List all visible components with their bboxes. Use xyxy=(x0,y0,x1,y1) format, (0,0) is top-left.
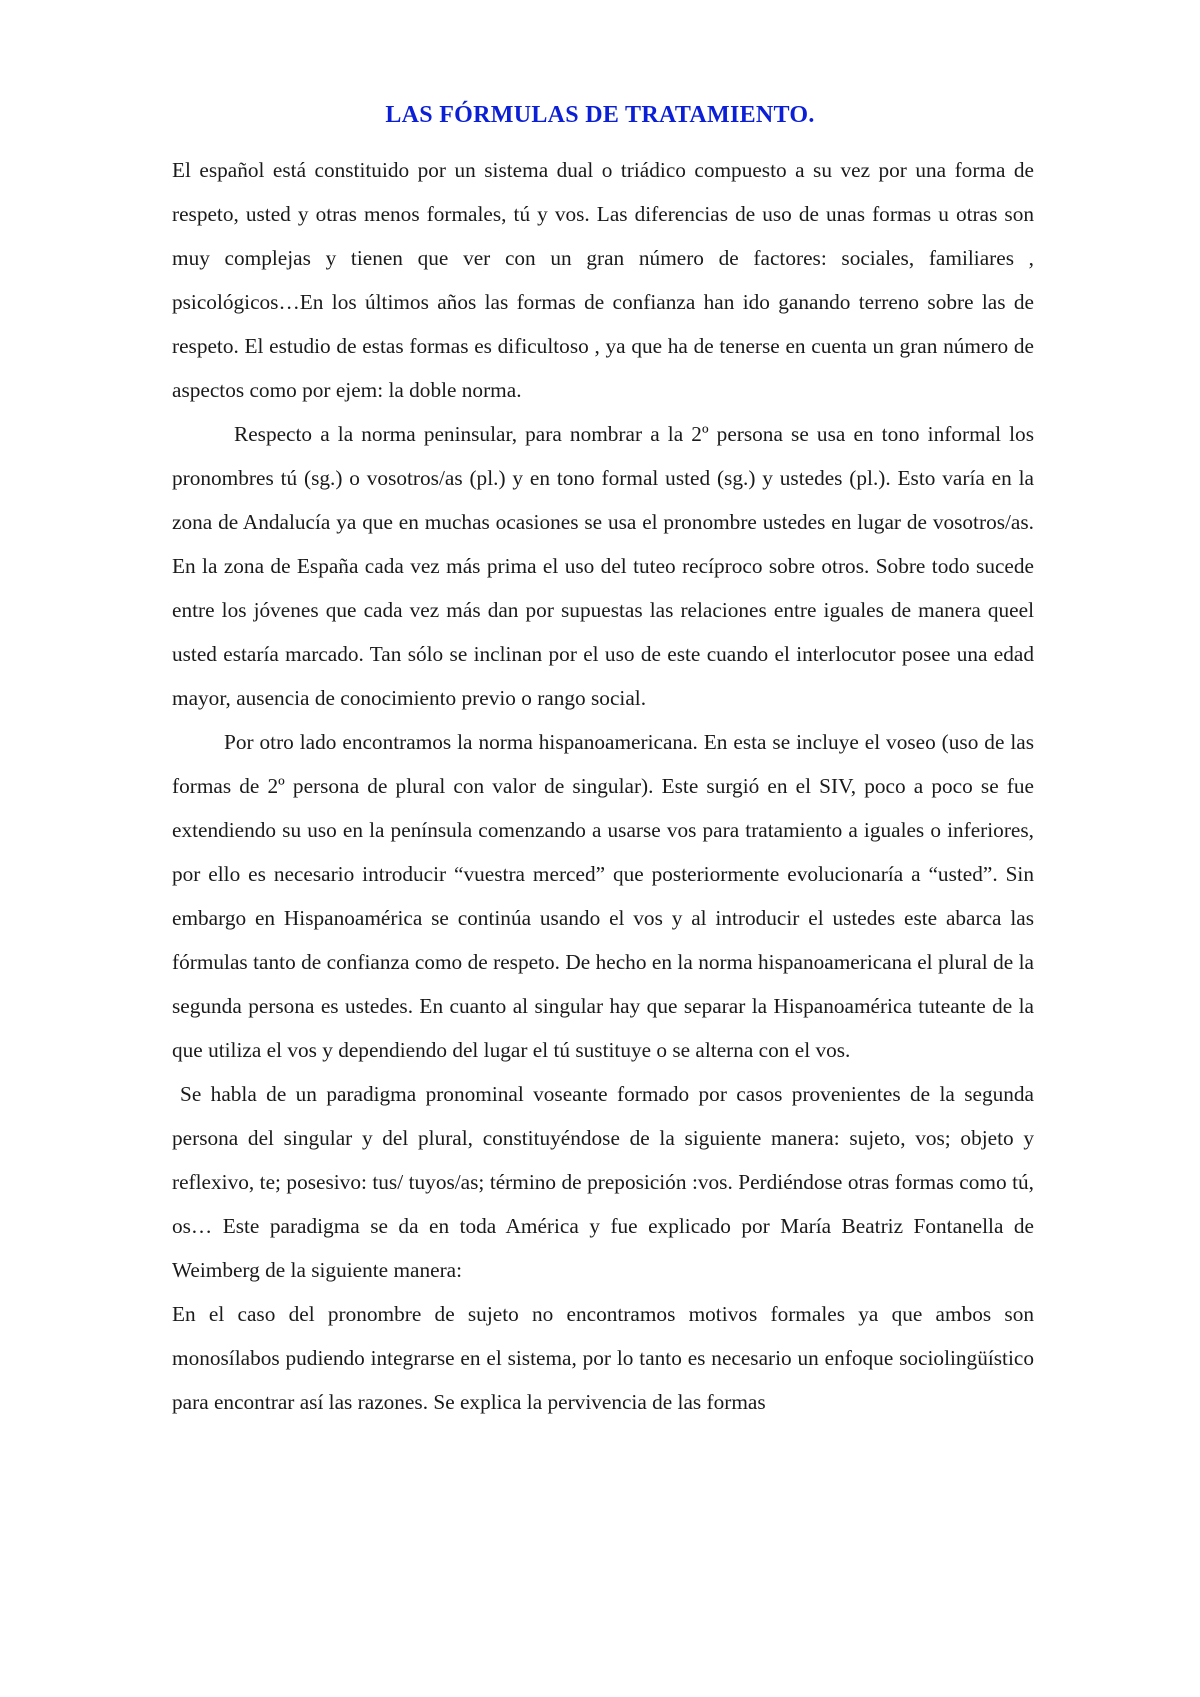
paragraph-pronombre-sujeto: En el caso del pronombre de sujeto no encontramos motivos formales ya que ambos son monosílabos pudiendo integrarse en el sistema, por lo tanto es necesario un enfoque sociolingüístico para encontrar así las razones. Se explica la pervivencia de las formas xyxy=(172,1302,1034,1414)
paragraph-norma-peninsular: Respecto a la norma peninsular, para nombrar a la 2º persona se usa en tono informal los pronombres tú (sg.) o vosotros/as (pl.) y en tono formal usted (sg.) y ustedes (pl.). Esto varía en la zona de Andalucía ya que en muchas ocasiones se usa el pronombre ustedes en lugar de vosotros/as. En la zona de España cada vez más prima el uso del tuteo recíproco sobre otros. Sobre todo sucede entre los jóvenes que cada vez más dan por supuestas las relaciones entre iguales de manera queel usted estaría marcado. Tan sólo se inclinan por el uso de este cuando el interlocutor posee una edad mayor, ausencia de conocimiento previo o rango social. xyxy=(172,422,1034,710)
document-body xyxy=(172,148,1034,1424)
paragraph-norma-hispanoamericana: Por otro lado encontramos la norma hispanoamericana. En esta se incluye el voseo (uso de las formas de 2º persona de plural con valor de singular). Este surgió en el SIV, poco a poco se fue extendiendo su uso en la península comenzando a usarse vos para tratamiento a iguales o inferiores, por ello es necesario introducir “vuestra merced” que posteriormente evolucionaría a “usted”. Sin embargo en Hispanoamérica se continúa usando el vos y al introducir el ustedes este abarca las fórmulas tanto de confianza como de respeto. De hecho en la norma hispanoamericana el plural de la segunda persona es ustedes. En cuanto al singular hay que separar la Hispanoamérica tuteante de la que utiliza el vos y dependiendo del lugar el tú sustituye o se alterna con el vos. xyxy=(172,730,1034,1062)
document-title: LAS FÓRMULAS DE TRATAMIENTO. xyxy=(385,102,815,128)
paragraph-intro: El español está constituido por un sistema dual o triádico compuesto a su vez por una forma de respeto, usted y otras menos formales, tú y vos. Las diferencias de uso de unas formas u otras son muy complejas y tienen que ver con un gran número de factores: sociales, familiares , psicológicos…En los últimos años las formas de confianza han ido ganando terreno sobre las de respeto. El estudio de estas formas es dificultoso , ya que ha de tenerse en cuenta un gran número de aspectos como por ejem: la doble norma. xyxy=(172,158,1034,402)
paragraph-paradigma-voseante: Se habla de un paradigma pronominal voseante formado por casos provenientes de la segunda persona del singular y del plural, constituyéndose de la siguiente manera: sujeto, vos; objeto y reflexivo, te; posesivo: tus/ tuyos/as; término de preposición :vos. Perdiéndose otras formas como tú, os… Este paradigma se da en toda América y fue explicado por María Beatriz Fontanella de Weimberg de la siguiente manera: xyxy=(172,1082,1034,1282)
